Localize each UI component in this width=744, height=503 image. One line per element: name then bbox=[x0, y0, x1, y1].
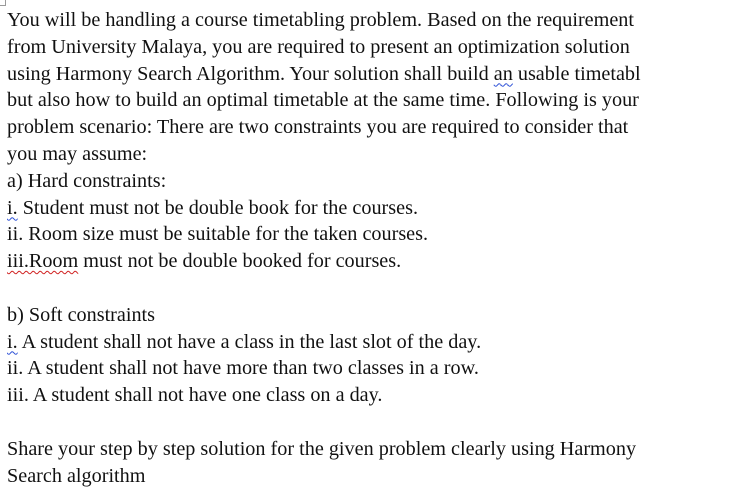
text-line bbox=[7, 61, 744, 88]
paragraph-corner-mark bbox=[0, 0, 6, 6]
grammar-flagged-word[interactable]: i. bbox=[7, 196, 18, 219]
grammar-flagged-word[interactable]: i. bbox=[7, 330, 18, 353]
hard-constraint-item bbox=[7, 195, 744, 222]
text-run: must not be double booked for courses. bbox=[78, 250, 402, 273]
text-run: A student shall not have a class in the last slot of the day. bbox=[17, 330, 482, 353]
text-run: using Harmony Search Algorithm. Your solution shall build bbox=[7, 62, 494, 85]
spelling-flagged-word[interactable]: iii.Room bbox=[7, 250, 79, 273]
text-line: from University Malaya, you are required to present an optimization solution bbox=[7, 35, 630, 58]
hard-constraint-item bbox=[7, 248, 744, 275]
blank-line bbox=[7, 409, 744, 436]
text-line: you may assume: bbox=[7, 142, 148, 165]
text-line: problem scenario: There are two constraints you are required to consider that bbox=[7, 116, 629, 139]
text-line: Search algorithm bbox=[7, 464, 146, 487]
hard-constraints-heading: a) Hard constraints: bbox=[7, 169, 167, 192]
text-line: You will be handling a course timetabling problem. Based on the requirement bbox=[7, 9, 634, 31]
grammar-flagged-word[interactable]: an bbox=[493, 62, 513, 85]
hard-constraint-item: ii. Room size must be suitable for the taken courses. bbox=[7, 223, 429, 246]
soft-constraint-item bbox=[7, 329, 744, 356]
text-run: usable timetabl bbox=[512, 62, 641, 85]
text-line: but also how to build an optimal timetable at the same time. Following is your bbox=[7, 89, 639, 112]
soft-constraint-item: iii. A student shall not have one class on a day. bbox=[7, 384, 383, 407]
text-run: Student must not be double book for the courses. bbox=[17, 196, 418, 219]
soft-constraint-item: ii. A student shall not have more than two classes in a row. bbox=[7, 357, 479, 380]
blank-line bbox=[7, 275, 744, 302]
text-line: Share your step by step solution for the given problem clearly using Harmony bbox=[7, 437, 637, 460]
soft-constraints-heading: b) Soft constraints bbox=[7, 303, 156, 326]
document-body bbox=[7, 7, 744, 489]
